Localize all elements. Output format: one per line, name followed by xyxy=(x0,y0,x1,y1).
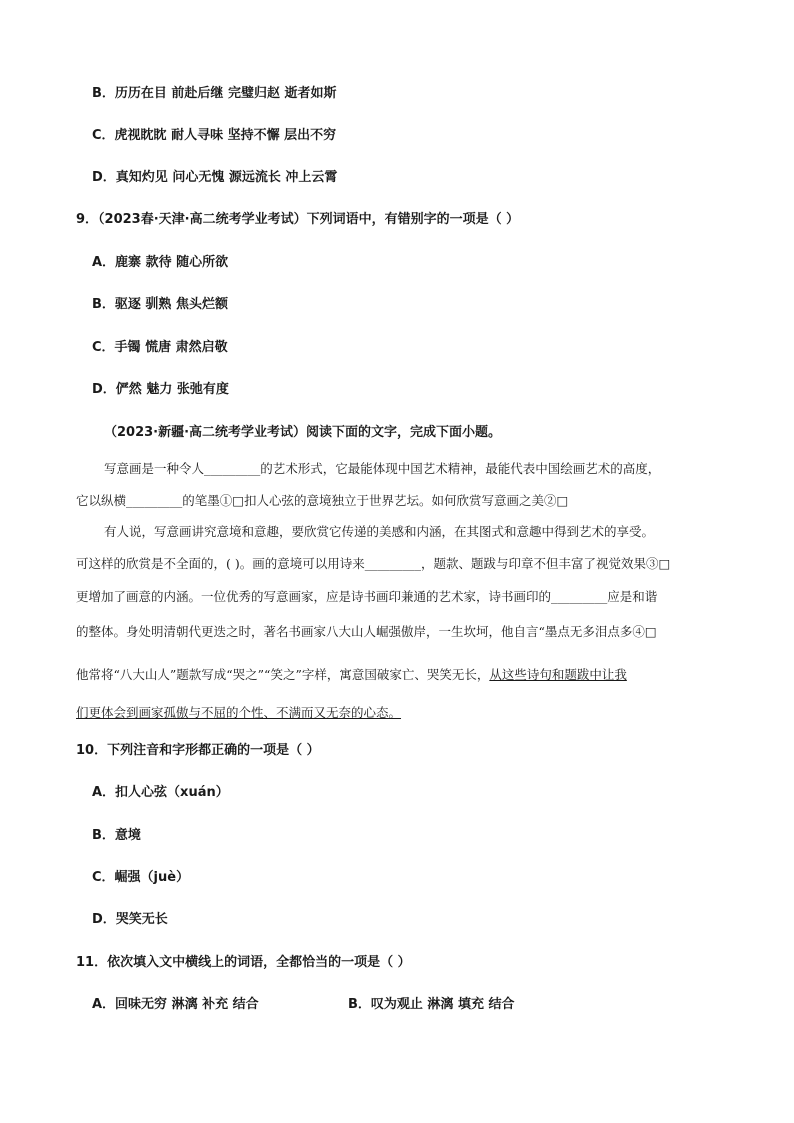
passage-line: 可这样的欣赏是不全面的，( )。画的意境可以用诗来_________，题款、题跋与印章不但丰富了视觉效果③□ xyxy=(76,556,671,571)
q10-option-d: D．哭笑无长 xyxy=(92,912,168,927)
passage-line: 有人说，写意画讲究意境和意趣，要欣赏它传递的美感和内涵，在其图式和意趣中得到艺术的享受。 xyxy=(104,524,655,539)
q11-stem: 11．依次填入文中横线上的词语，全都恰当的一项是（ ） xyxy=(76,955,411,970)
q8-option-c: C．虎视眈眈 耐人寻味 坚持不懈 层出不穷 xyxy=(92,128,337,143)
q9-option-a: A．鹿寨 款待 随心所欲 xyxy=(92,255,229,270)
passage-text: 他常将“八大山人”题款写成“哭之”“笑之”字样，寓意国破家亡、哭笑无长， xyxy=(76,667,490,682)
q11-option-b: B．叹为观止 淋漓 填充 结合 xyxy=(348,997,515,1012)
q10-option-a: A．扣人心弦（xuán） xyxy=(92,785,229,800)
q10-stem: 10．下列注音和字形都正确的一项是（ ） xyxy=(76,743,320,758)
underlined-sentence: 从这些诗句和题跋中让我 xyxy=(489,667,627,682)
q8-option-d: D．真知灼见 问心无愧 源远流长 冲上云霄 xyxy=(92,170,338,185)
passage-source: （2023·新疆·高二统考学业考试）阅读下面的文字，完成下面小题。 xyxy=(104,425,502,440)
q9-stem: 9．（2023春·天津·高二统考学业考试）下列词语中，有错别字的一项是（ ） xyxy=(76,212,520,227)
q9-option-d: D．俨然 魅力 张弛有度 xyxy=(92,382,229,397)
q9-option-c: C．手镯 慌唐 肃然启敬 xyxy=(92,340,228,355)
passage-line xyxy=(76,665,726,683)
passage-line: 写意画是一种令人_________的艺术形式，它最能体现中国艺术精神，最能代表中国绘画艺术的高度， xyxy=(104,461,661,476)
q10-option-c: C．崛强（juè） xyxy=(92,870,190,885)
passage-line: 更增加了画意的内涵。一位优秀的写意画家，应是诗书画印兼通的艺术家，诗书画印的_________应是和谐 xyxy=(76,589,658,604)
q10-option-b: B．意境 xyxy=(92,828,141,843)
q8-option-b: B．历历在目 前赴后继 完璧归赵 逝者如斯 xyxy=(92,86,337,101)
passage-line: 的整体。身处明清朝代更迭之时，著名书画家八大山人崛强傲岸，一生坎坷，他自言“墨点无多泪点多④□ xyxy=(76,624,657,639)
underlined-sentence: 们更体会到画家孤傲与不屈的个性、不满而又无奈的心态。 xyxy=(76,705,402,720)
q9-option-b: B．驱逐 驯熟 焦头烂额 xyxy=(92,297,228,312)
passage-line: 它以纵横_________的笔墨①□扣人心弦的意境独立于世界艺坛。如何欣赏写意画之美②□ xyxy=(76,493,569,508)
q11-option-a: A．回味无穷 淋漓 补充 结合 xyxy=(92,997,259,1012)
